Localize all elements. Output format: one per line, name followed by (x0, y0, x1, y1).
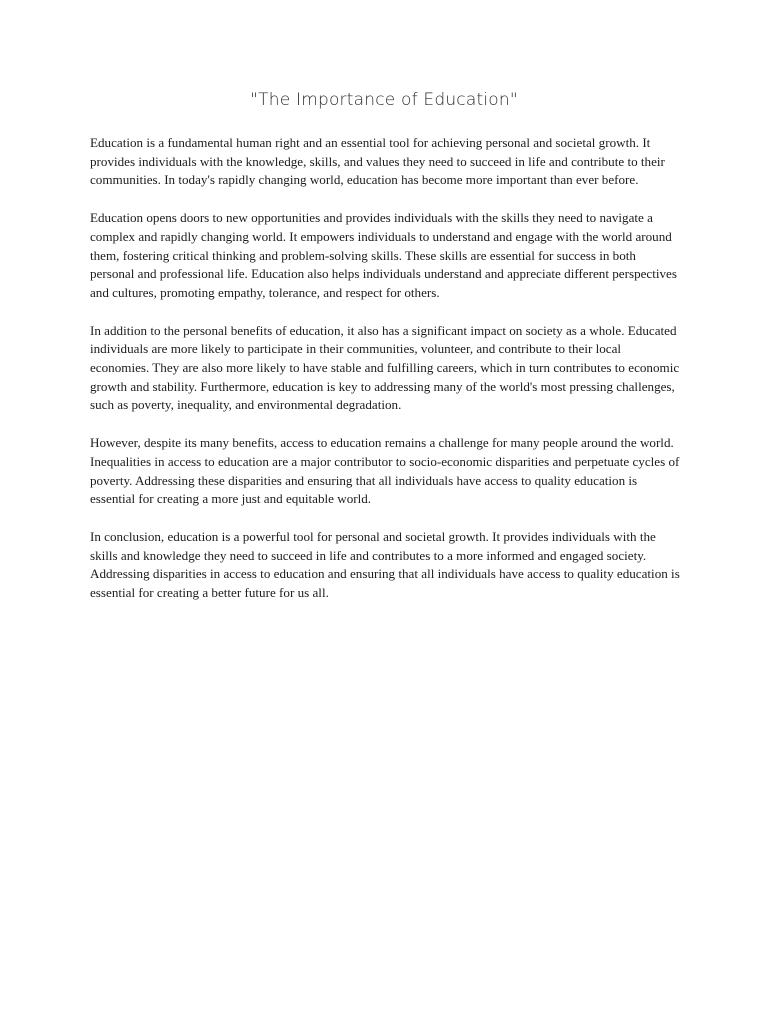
paragraph-5: In conclusion, education is a powerful tool for personal and societal growth. It provides individuals with the skills and knowledge they need to succeed in life and contributes to a more informed and engaged society. Addressing disparities in access to education and ensuring that all individuals have access to quality education is essential for creating a better future for us all. (90, 528, 680, 601)
paragraph-4: However, despite its many benefits, access to education remains a challenge for many people around the world. Inequalities in access to education are a major contributor to socio-economic disparities and perpetuate cycles of poverty. Addressing these disparities and ensuring that all individuals have access to quality education is essential for creating a more just and equitable world. (90, 435, 680, 507)
document-title: "The Importance of Education" (250, 90, 518, 110)
paragraph-1: Education is a fundamental human right and an essential tool for achieving personal and societal growth. It provides individuals with the knowledge, skills, and values they need to succeed in life and contribute to their communities. In today's rapidly changing world, education has become more important than ever before. (90, 135, 665, 188)
paragraph-2: Education opens doors to new opportunities and provides individuals with the skills they need to navigate a complex and rapidly changing world. It empowers individuals to understand and engage with the world around them, fostering critical thinking and problem-solving skills. These skills are essential for success in both personal and professional life. Education also helps individuals understand and appreciate different perspectives and cultures, promoting empathy, tolerance, and respect for others. (90, 210, 677, 300)
document-body (90, 134, 680, 622)
paragraph-3: In addition to the personal benefits of education, it also has a significant impact on society as a whole. Educated individuals are more likely to participate in their communities, volunteer, and contribute to their local economies. They are also more likely to have stable and fulfilling careers, which in turn contributes to economic growth and stability. Furthermore, education is key to addressing many of the world's most pressing challenges, such as poverty, inequality, and environmental degradation. (90, 322, 680, 413)
